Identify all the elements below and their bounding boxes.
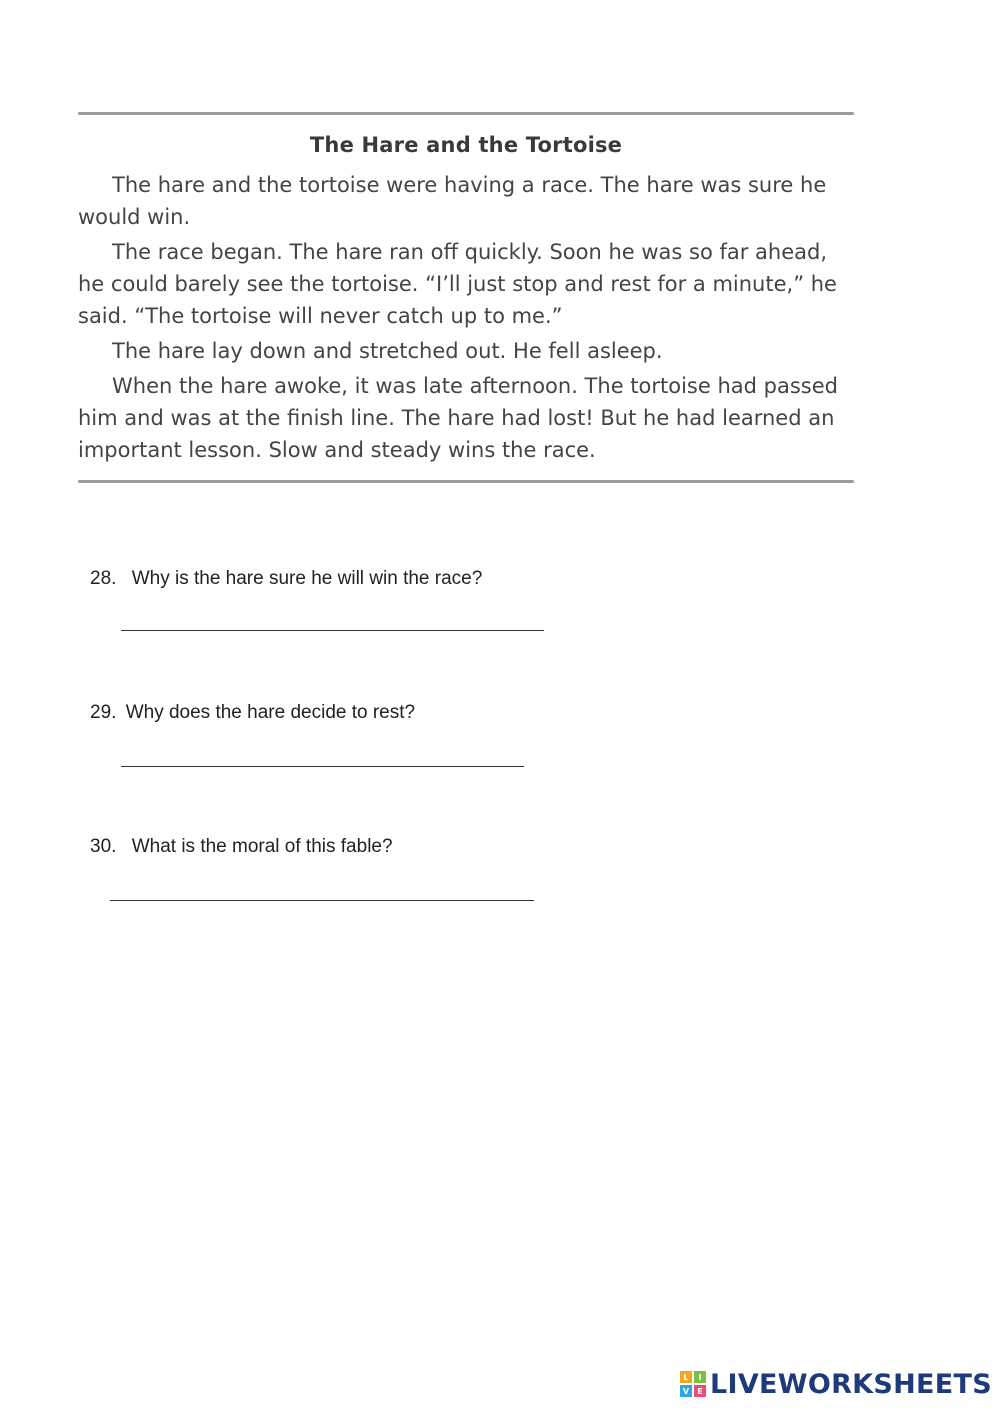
- question-number: 28.: [90, 568, 117, 589]
- story-paragraph-4: When the hare awoke, it was late afternoon. The tortoise had passed him and was at the finish line. The hare had lost! But he had learned an important lesson. Slow and steady wins the race.: [78, 374, 838, 462]
- question-text: Why does the hare decide to rest?: [125, 702, 416, 723]
- liveworksheets-logo: [680, 1369, 992, 1399]
- top-divider: [78, 112, 854, 115]
- question-text: Why is the hare sure he will win the race?: [131, 568, 483, 589]
- bottom-divider: [78, 480, 854, 483]
- question-28: [90, 566, 482, 592]
- question-29: [90, 700, 415, 726]
- story-title: The Hare and the Tortoise: [309, 133, 623, 157]
- logo-mark-icon: [680, 1371, 706, 1397]
- story-paragraph-3: The hare lay down and stretched out. He fell asleep.: [112, 339, 663, 363]
- answer-line-28[interactable]: [121, 630, 544, 631]
- answer-line-29[interactable]: [121, 766, 524, 767]
- logo-mark-letter: L: [680, 1371, 692, 1383]
- question-number: 30.: [90, 836, 117, 857]
- question-30: [90, 834, 393, 860]
- reading-passage: [78, 112, 854, 483]
- answer-line-30[interactable]: [110, 900, 534, 901]
- story-paragraph-2: The race began. The hare ran off quickly. Soon he was so far ahead, he could barely see the tortoise. “I’ll just stop and rest for a minute,” he said. “The tortoise will never catch up to me.”: [78, 240, 837, 328]
- story-paragraph-1: The hare and the tortoise were having a race. The hare was sure he would win.: [78, 173, 827, 229]
- logo-mark-letter: E: [694, 1385, 706, 1397]
- logo-mark-letter: I: [694, 1371, 706, 1383]
- logo-text: LIVEWORKSHEETS: [709, 1368, 992, 1400]
- question-text: What is the moral of this fable?: [131, 836, 393, 857]
- logo-mark-letter: V: [680, 1385, 692, 1397]
- question-number: 29.: [90, 702, 117, 723]
